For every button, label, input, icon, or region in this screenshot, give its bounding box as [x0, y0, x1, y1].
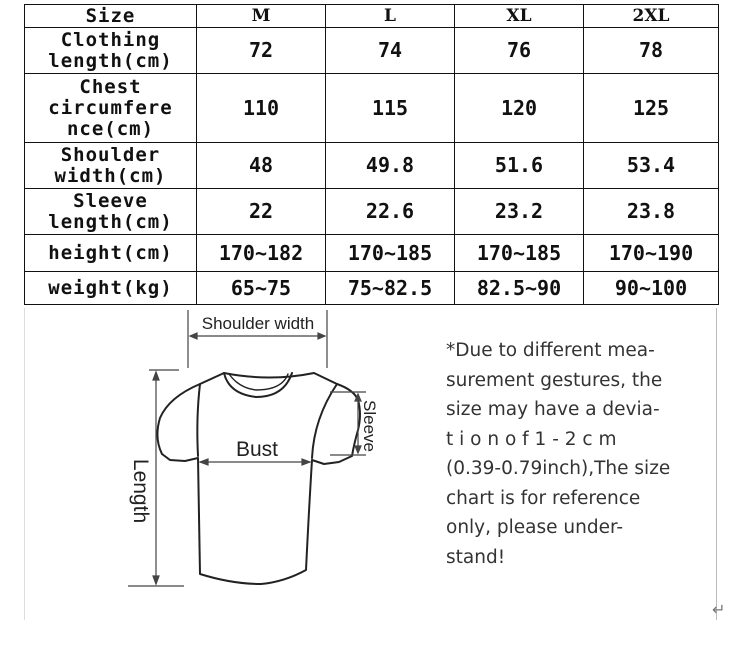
cell-value: 53.4 — [584, 143, 719, 189]
cell-value: 115 — [326, 74, 455, 143]
header-size-m: M — [197, 5, 326, 28]
tshirt-diagram-svg — [24, 308, 444, 620]
cell-value: 51.6 — [455, 143, 584, 189]
cell-value: 22.6 — [326, 189, 455, 235]
table-row-shoulder — [25, 143, 719, 189]
cell-value: 23.2 — [455, 189, 584, 235]
sleeve-label: Sleeve — [360, 400, 379, 452]
cell-value: 78 — [584, 28, 719, 74]
cell-value: 170~190 — [584, 235, 719, 272]
cell-value: 170~185 — [455, 235, 584, 272]
header-size-xl: XL — [455, 5, 584, 28]
table-row-weight — [25, 272, 719, 305]
cell-value: 90~100 — [584, 272, 719, 305]
cell-value: 82.5~90 — [455, 272, 584, 305]
cell-value: 170~182 — [197, 235, 326, 272]
row-label: height(cm) — [25, 235, 197, 272]
cell-value: 72 — [197, 28, 326, 74]
cell-value: 110 — [197, 74, 326, 143]
size-deviation-note: *Due to different mea- surement gestures, the size may have a devia- t i o n o f 1 - 2 c m (0.39-0.79inch),The size chart is for reference only, please under- stand! — [446, 340, 671, 568]
row-label: Shoulder width(cm) — [25, 143, 197, 189]
row-label: Clothing length(cm) — [25, 28, 197, 74]
table-row-sleeve — [25, 189, 719, 235]
table-row-chest — [25, 74, 719, 143]
armhole-left — [197, 384, 200, 456]
header-size-label: Size — [25, 5, 197, 28]
cell-value: 125 — [584, 74, 719, 143]
row-label: Sleeve length(cm) — [25, 189, 197, 235]
return-icon: ↵ — [712, 600, 726, 619]
size-chart-table — [24, 4, 719, 305]
tshirt-outline — [157, 373, 360, 584]
cell-value: 49.8 — [326, 143, 455, 189]
header-size-l: L — [326, 5, 455, 28]
row-label: weight(kg) — [25, 272, 197, 305]
cell-value: 22 — [197, 189, 326, 235]
armhole-right — [312, 384, 337, 458]
table-row-clothing-length — [25, 28, 719, 74]
row-label: Chest circumfere nce(cm) — [25, 74, 197, 143]
table-header-row — [25, 5, 719, 28]
bust-label: Bust — [235, 438, 279, 461]
cell-value: 120 — [455, 74, 584, 143]
cell-value: 170~185 — [326, 235, 455, 272]
shoulder-width-label: Shoulder width — [201, 314, 315, 333]
length-label: Length — [129, 458, 152, 524]
table-row-height — [25, 235, 719, 272]
cell-value: 74 — [326, 28, 455, 74]
cell-value: 76 — [455, 28, 584, 74]
cell-value: 75~82.5 — [326, 272, 455, 305]
cell-value: 23.8 — [584, 189, 719, 235]
cell-value: 65~75 — [197, 272, 326, 305]
cell-value: 48 — [197, 143, 326, 189]
header-size-2xl: 2XL — [584, 5, 719, 28]
